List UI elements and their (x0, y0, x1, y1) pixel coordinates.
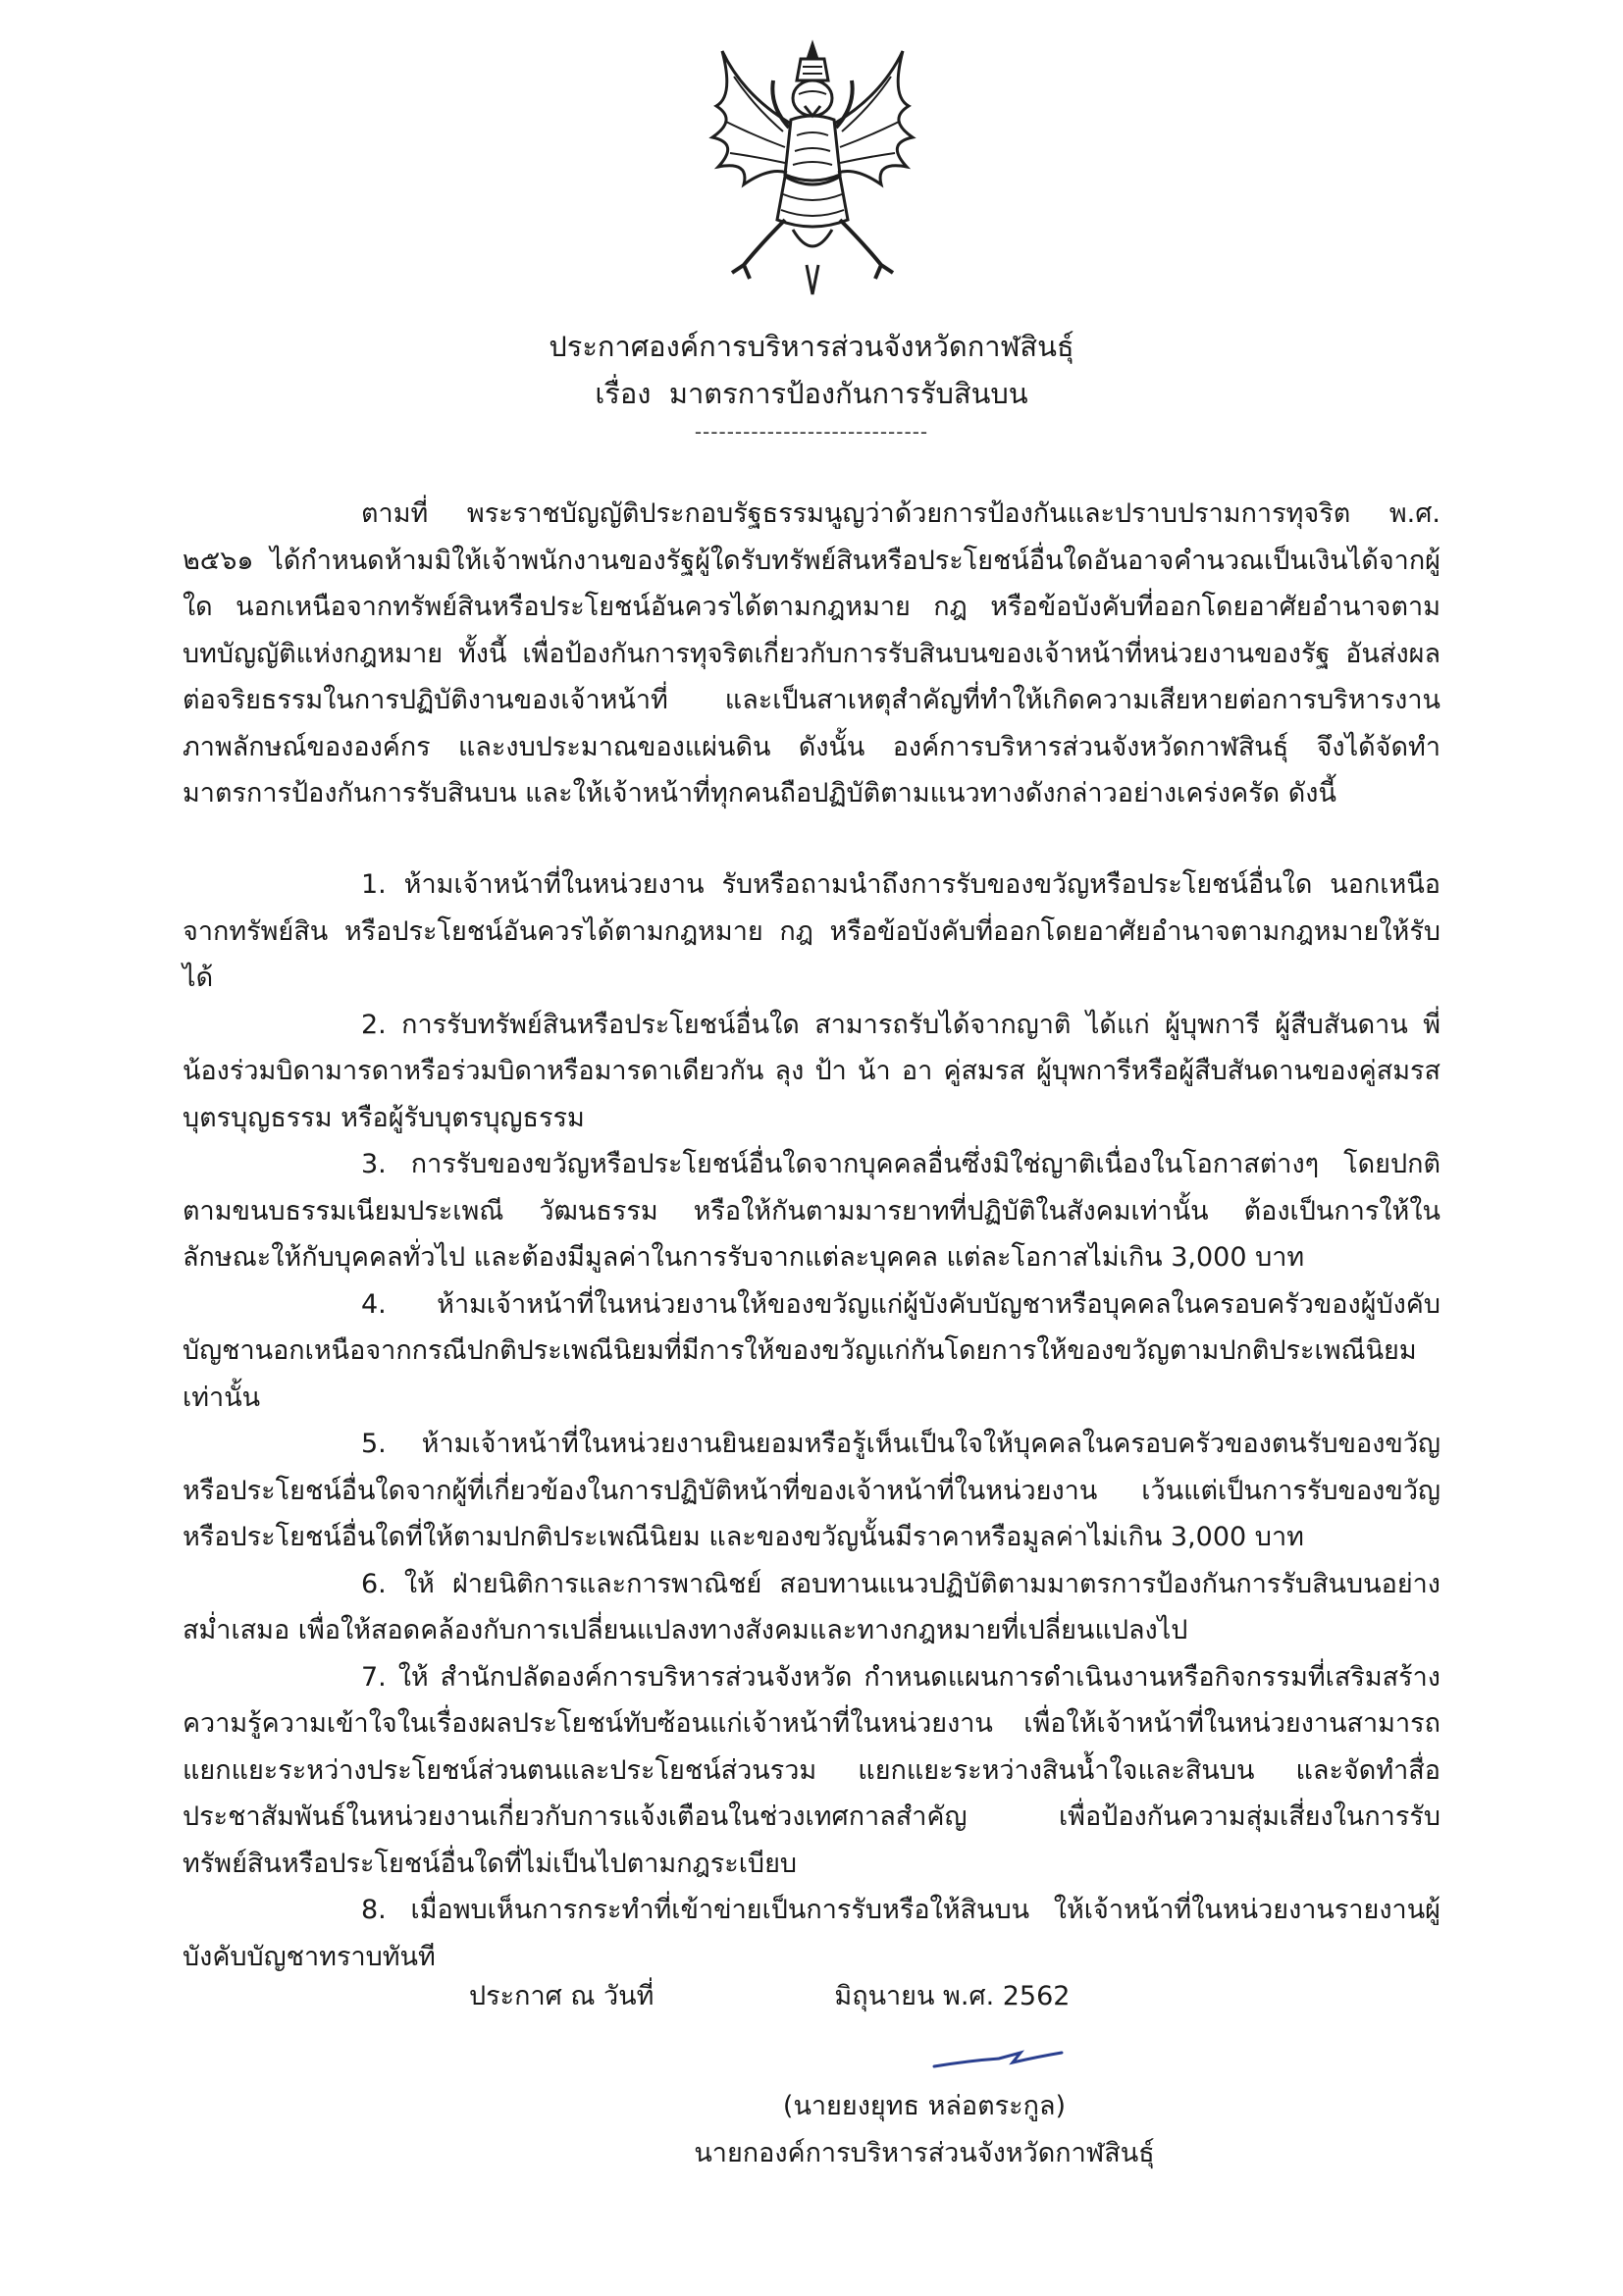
list-item: 1. ห้ามเจ้าหน้าที่ในหน่วยงาน รับหรือถามนำถึงการรับของขวัญหรือประโยชน์อื่นใด นอกเหนือจากทรัพย์สิน หรือประโยชน์อันควรได้ตามกฎหมาย กฎ หรือข้อบังคับที่ออกโดยอาศัยอำนาจตามกฎหมายให้รับได้ (183, 869, 1440, 993)
handwritten-signature (930, 2041, 1068, 2080)
intro-paragraph: ตามที่ พระราชบัญญัติประกอบรัฐธรรมนูญว่าด้วยการป้องกันและปราบปรามการทุจริต พ.ศ. ๒๕๖๑ ได้กำหนดห้ามมิให้เจ้าพนักงานของรัฐผู้ใดรับทรัพย์สินหรือประโยชน์อื่นใดอันอาจคำนวณเป็นเงินได้จากผู้ใด นอกเหนือจากทรัพย์สินหรือประโยชน์อันควรได้ตามกฎหมาย กฎ หรือข้อบังคับที่ออกโดยอาศัยอำนาจตามบทบัญญัติแห่งกฎหมาย ทั้งนี้ เพื่อป้องกันการทุจริตเกี่ยวกับการรับสินบนของเจ้าหน้าที่หน่วยงานของรัฐ อันส่งผลต่อจริยธรรมในการปฏิบัติงานของเจ้าหน้าที่ และเป็นสาเหตุสำคัญที่ทำให้เกิดความเสียหายต่อการบริหารงาน ภาพลักษณ์ขององค์กร และงบประมาณของแผ่นดิน ดังนั้น องค์การบริหารส่วนจังหวัดกาฬสินธุ์ จึงได้จัดทำมาตรการป้องกันการรับสินบน และให้เจ้าหน้าที่ทุกคนถือปฏิบัติตามแนวทางดังกล่าวอย่างเคร่งครัด ดังนี้ (183, 498, 1440, 809)
subject-label: เรื่อง (595, 377, 652, 410)
list-item: 3. การรับของขวัญหรือประโยชน์อื่นใดจากบุคคลอื่นซึ่งมิใช่ญาติเนื่องในโอกาสต่างๆ โดยปกติตามขนบธรรมเนียมประเพณี วัฒนธรรม หรือให้กันตามมารยาทที่ปฏิบัติในสังคมเท่านั้น ต้องเป็นการให้ในลักษณะให้กับบุคคลทั่วไป และต้องมีมูลค่าในการรับจากแต่ละบุคคล แต่ละโอกาสไม่เกิน 3,000 บาท (183, 1149, 1440, 1273)
list-item: 6. ให้ ฝ่ายนิติการและการพาณิชย์ สอบทานแนวปฏิบัติตามมาตรการป้องกันการรับสินบนอย่างสม่ำเสมอ เพื่อให้สอดคล้องกับการเปลี่ยนแปลงทางสังคมและทางกฎหมายที่เปลี่ยนแปลงไป (183, 1568, 1440, 1645)
document-subject (0, 371, 1623, 416)
signatory-title: นายกองค์การบริหารส่วนจังหวัดกาฬสินธุ์ (694, 2138, 1155, 2168)
document-title: ประกาศองค์การบริหารส่วนจังหวัดกาฬสินธุ์ (549, 330, 1074, 363)
list-item: 4. ห้ามเจ้าหน้าที่ในหน่วยงานให้ของขวัญแก่ผู้บังคับบัญชาหรือบุคคลในครอบครัวของผู้บังคับบัญชานอกเหนือจากกรณีปกติประเพณีนิยมที่มีการให้ของขวัญแก่กันโดยการให้ของขวัญตามปกติประเพณีนิยมเท่านั้น (183, 1288, 1440, 1413)
announcement-date (469, 1974, 1070, 2016)
announcement-month-year: มิถุนายน พ.ศ. 2562 (834, 1981, 1071, 2011)
measures-list (183, 861, 1440, 1980)
announcement-prefix: ประกาศ ณ วันที่ (469, 1981, 654, 2011)
list-item: 8. เมื่อพบเห็นการกระทำที่เข้าข่ายเป็นการรับหรือให้สินบน ให้เจ้าหน้าที่ในหน่วยงานรายงานผู้บังคับบัญชาทราบทันที (183, 1895, 1440, 1972)
title-separator: ----------------------------- (694, 420, 929, 444)
signatory-name: (นายยงยุทธ หล่อตระกูล) (782, 2091, 1067, 2121)
garuda-emblem-icon (705, 37, 920, 302)
list-item: 7. ให้ สำนักปลัดองค์การบริหารส่วนจังหวัด กำหนดแผนการดำเนินงานหรือกิจกรรมที่เสริมสร้างความรู้ความเข้าใจในเรื่องผลประโยชน์ทับซ้อนแก่เจ้าหน้าที่ในหน่วยงาน เพื่อให้เจ้าหน้าที่ในหน่วยงานสามารถแยกแยะระหว่างประโยชน์ส่วนตนและประโยชน์ส่วนรวม แยกแยะระหว่างสินน้ำใจและสินบน และจัดทำสื่อประชาสัมพันธ์ในหน่วยงานเกี่ยวกับการแจ้งเตือนในช่วงเทศกาลสำคัญ เพื่อป้องกันความสุ่มเสี่ยงในการรับทรัพย์สินหรือประโยชน์อื่นใดที่ไม่เป็นไปตามกฎระเบียบ (183, 1661, 1440, 1879)
list-item: 2. การรับทรัพย์สินหรือประโยชน์อื่นใด สามารถรับได้จากญาติ ได้แก่ ผู้บุพการี ผู้สืบสันดาน พี่น้องร่วมบิดามารดาหรือร่วมบิดาหรือมารดาเดียวกัน ลุง ป้า น้า อา คู่สมรส ผู้บุพการีหรือผู้สืบสันดานของคู่สมรส บุตรบุญธรรม หรือผู้รับบุตรบุญธรรม (183, 1009, 1440, 1133)
subject-text: มาตรการป้องกันการรับสินบน (668, 377, 1028, 410)
list-item: 5. ห้ามเจ้าหน้าที่ในหน่วยงานยินยอมหรือรู้เห็นเป็นใจให้บุคคลในครอบครัวของตนรับของขวัญหรือประโยชน์อื่นใดจากผู้ที่เกี่ยวข้องในการปฏิบัติหน้าที่ของเจ้าหน้าที่ในหน่วยงาน เว้นแต่เป็นการรับของขวัญหรือประโยชน์อื่นใดที่ให้ตามปกติประเพณีนิยม และของขวัญนั้นมีราคาหรือมูลค่าไม่เกิน 3,000 บาท (183, 1429, 1440, 1552)
